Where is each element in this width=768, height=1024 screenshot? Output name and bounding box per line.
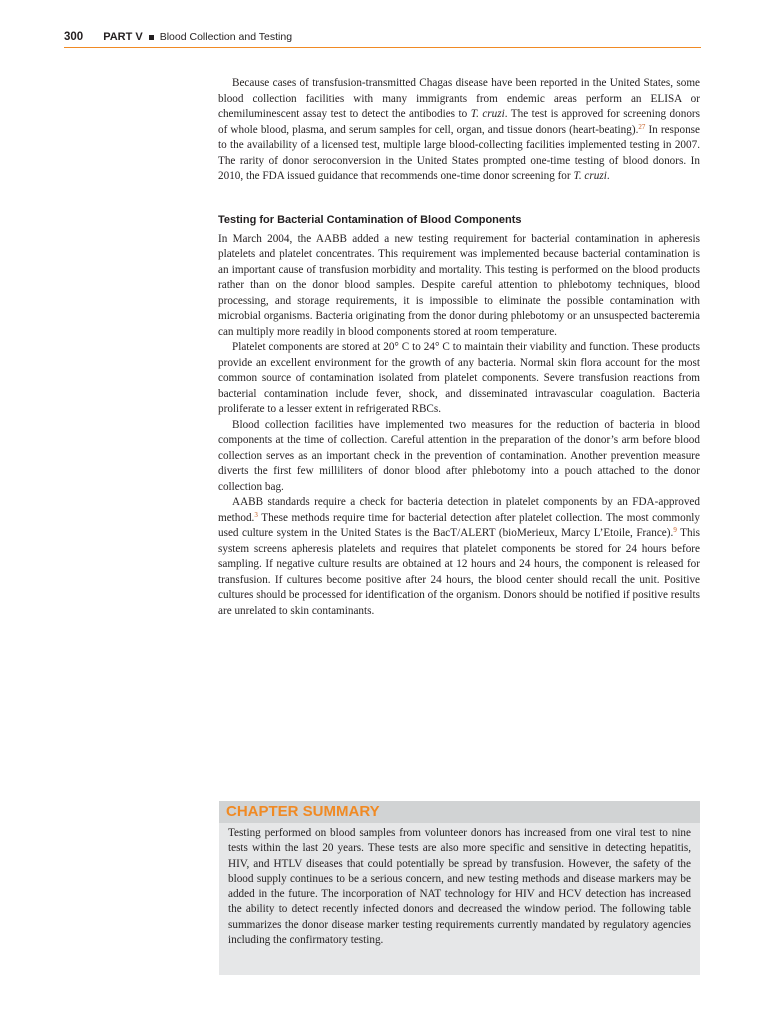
text-run: These methods require time for bacterial detection after platelet collection. The most commonly used culture system in the United States is the BacT/ALERT (bioMerieux, Marcy L’Etoile, France). xyxy=(218,511,700,539)
paragraph-platelet-storage: Platelet components are stored at 20° C to 24° C to maintain their viability and function. These products provide an excellent environment for the growth of any bacteria. Normal skin flora account for the most common source of contamination isolated from platelet components. Severe transfusion reactions from bacterial contamination include fever, shock, and disseminated intravascular coagulation. Bacteria proliferate to a lesser extent in refrigerated RBCs. xyxy=(218,341,700,415)
organism-name: T. cruzi xyxy=(573,170,607,182)
paragraph-aabb-requirement: In March 2004, the AABB added a new testing requirement for bacterial contamination in apheresis platelets and platelet concentrates. This requirement was implemented because bacterial contamination is an important cause of transfusion morbidity and mortality. This testing is performed on the blood products rather than on the donor blood samples. Despite careful attention to phlebotomy techniques, blood processing, and storage requirements, it is impossible to eliminate the possible contamination with microbial organisms. Bacteria originating from the donor during phlebotomy or an unsuspected bacteremia can multiply more readily in blood components stored at room temperature. xyxy=(218,232,700,338)
page-number: 300 xyxy=(64,31,84,43)
paragraph-aabb-standards xyxy=(218,495,700,619)
text-run: . xyxy=(606,170,610,182)
paragraph-chagas xyxy=(218,76,700,185)
text-run: Because cases of transfusion-transmitted Chagas disease have been reported in the United States, some blood collection facilities with many immigrants from endemic areas perform an ELISA or chemiluminescent assay test to detect the antibodies to xyxy=(218,77,700,120)
chapter-summary-text: Testing performed on blood samples from volunteer donors has increased from one viral test to nine tests within the last 20 years. These tests are also more specific and sensitive in detecting hepatitis, HIV, and HTLV diseases that could potentially be spread by transfusion. However, the safety of the blood supply continues to be a serious concern, and new testing methods and disease markers may be added in the future. The incorporation of NAT technology for HIV and HCV detection has increased the ability to detect recently infected donors and decreased the window period. The following table summarizes the donor disease marker testing requirements currently mandated by regulatory agencies including the confirmatory testing. xyxy=(228,827,691,947)
text-run: This system screens apheresis platelets and requires that platelet components be stored for 24 hours before sampling. If negative culture results are obtained at 12 hours and 24 hours, the component is released for transfusion. If cultures become positive after 24 hours, the blood center should recall the unit. Positive cultures should be processed for identification of the organism. Donors should be notified if positive results are unrelated to skin contaminants. xyxy=(218,527,701,617)
text-run: . The test is approved for screening donors of whole blood, plasma, and serum samples for cell, organ, and tissue donors (heart-beating). xyxy=(218,108,700,136)
section-heading: Testing for Bacterial Contamination of Blood Components xyxy=(218,213,522,226)
chapter-summary-box xyxy=(219,801,700,975)
square-bullet-icon xyxy=(149,35,154,40)
text-run: AABB standards require a check for bacteria detection in platelet components by an FDA-approved method. xyxy=(218,496,700,524)
chapter-summary-title: CHAPTER SUMMARY xyxy=(219,801,700,823)
reference-3[interactable]: 3 xyxy=(254,510,258,519)
part-label: PART V xyxy=(103,31,143,43)
section-title: Blood Collection and Testing xyxy=(159,31,293,43)
organism-name: T. cruzi xyxy=(470,108,505,120)
main-text xyxy=(218,76,700,619)
reference-27[interactable]: 27 xyxy=(638,122,646,131)
running-header xyxy=(64,27,701,48)
text-run: In response to the availability of a licensed test, multiple large blood-collecting facilities implemented testing in 2007. The rarity of donor seroconversion in the United States prompted one-time testing of blood donors. In 2010, the FDA issued guidance that recommends one-time donor screening for xyxy=(218,123,700,182)
reference-9[interactable]: 9 xyxy=(673,526,677,534)
paragraph-reduction-measures: Blood collection facilities have implemented two measures for the reduction of bacteria in blood components at the time of collection. Careful attention in the preparation of the donor’s arm before blood collection serves as an important check in the prevention of contamination. Another prevention measure diverts the first few milliliters of donor blood after phlebotomy into a pouch attached to the donor collection bag. xyxy=(218,418,700,493)
